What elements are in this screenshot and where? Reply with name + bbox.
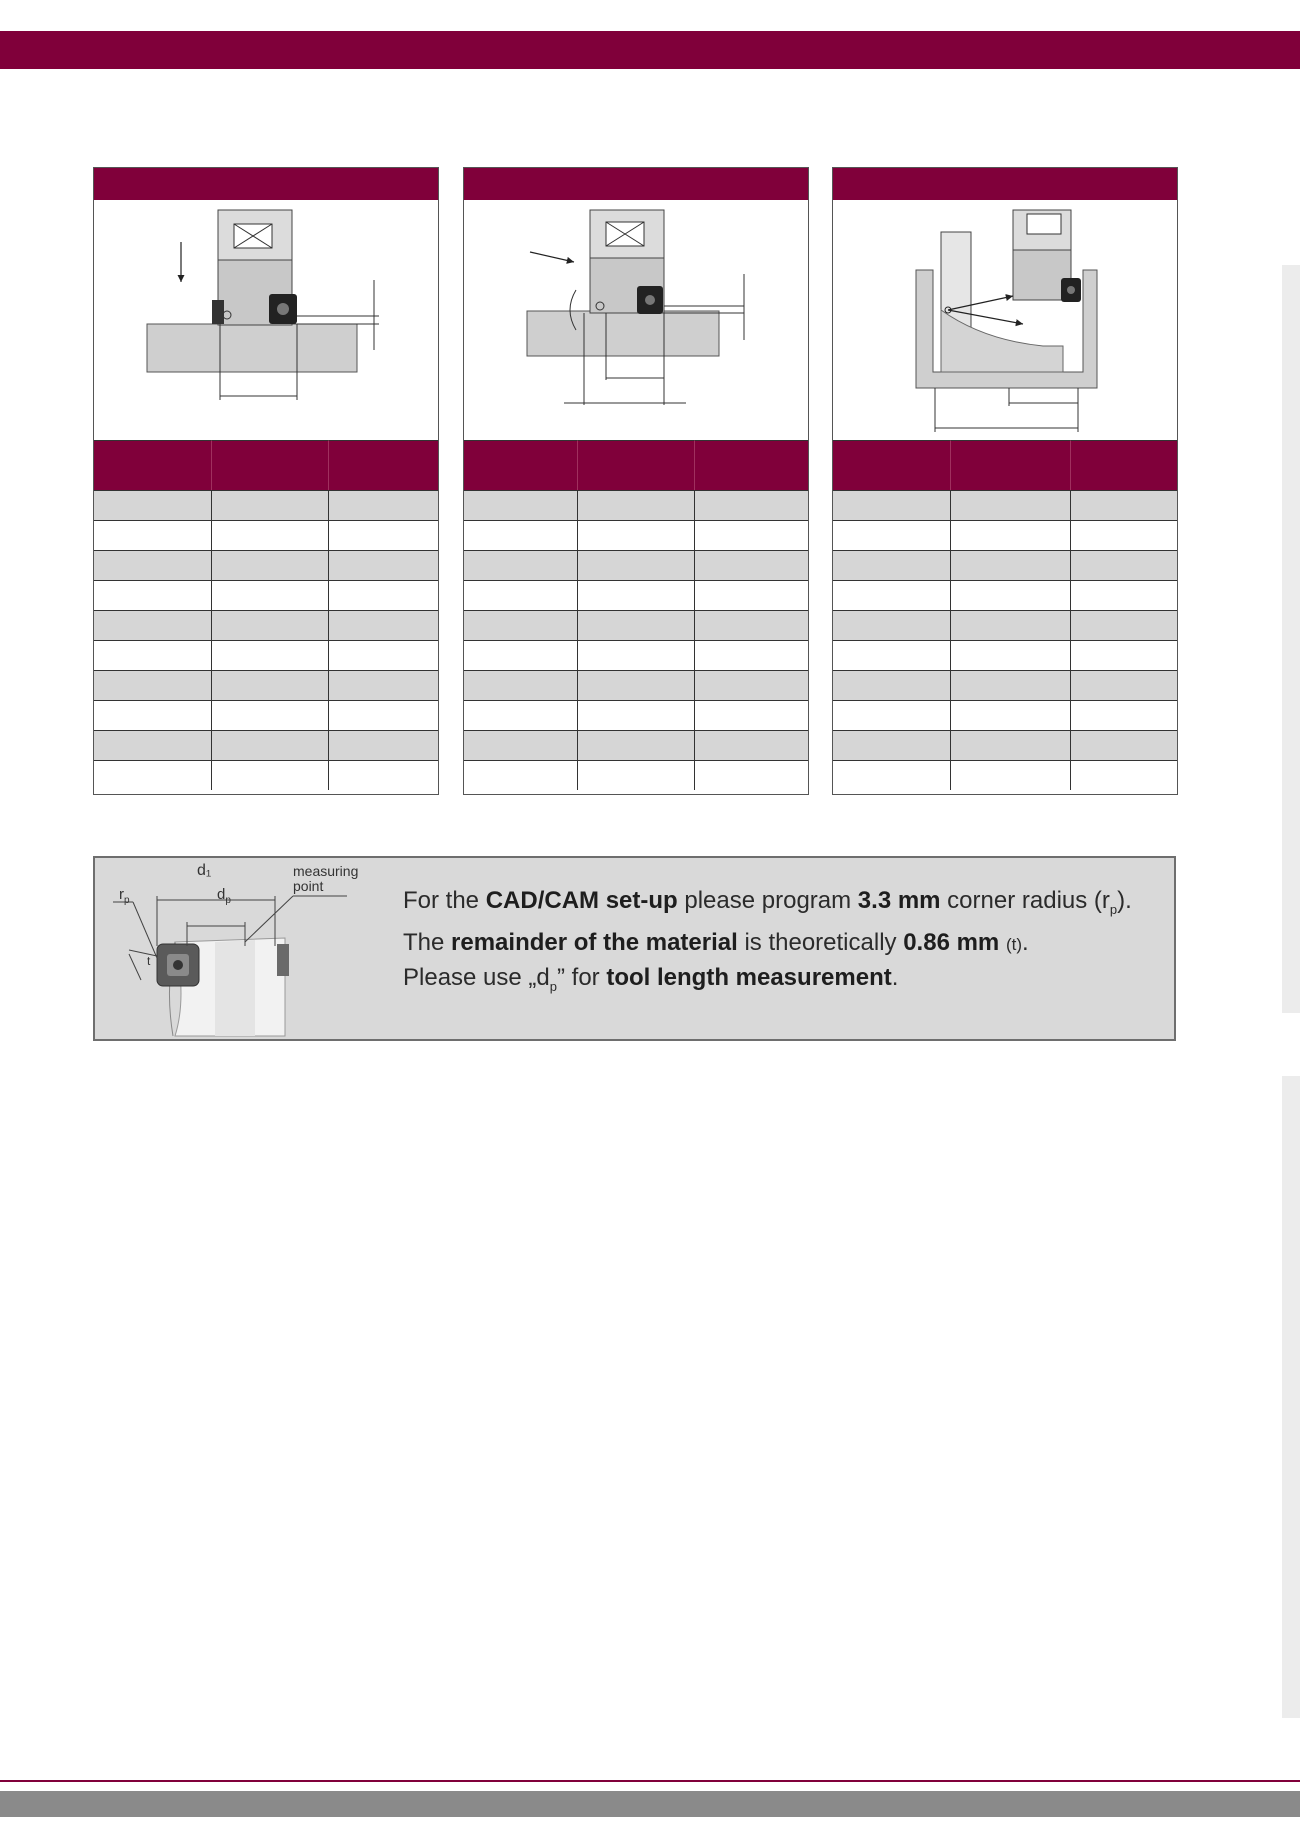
d1-label: d₁ [197, 862, 212, 879]
measuring-point-line1: measuring [293, 863, 359, 879]
side-tab-lower [1282, 1076, 1300, 1718]
panel-ramping [463, 167, 809, 795]
text: . [1021, 928, 1029, 956]
subscript: p [549, 978, 557, 994]
diagram-ramping [464, 200, 808, 440]
bold-text: tool length measurement [606, 963, 892, 991]
cad-cam-note [93, 856, 1176, 1041]
text: corner radius (r [940, 887, 1110, 914]
table-ramping [464, 440, 808, 790]
rp-label-main: r [119, 886, 124, 903]
dp-label-main: d [217, 886, 226, 903]
text: ” for [557, 963, 607, 991]
panel-circular [832, 167, 1178, 795]
header-band [0, 31, 1300, 69]
text: The [403, 928, 452, 956]
panel-header [833, 168, 1177, 200]
note-text [403, 884, 1143, 1003]
diagram-plunging [94, 200, 438, 440]
rp-label-sub: p [124, 895, 130, 906]
dp-label [217, 886, 231, 906]
diagram-circular [833, 200, 1177, 440]
bold-text: CAD/CAM set-up [485, 887, 678, 914]
table-circular [833, 440, 1177, 790]
bold-text: 0.86 mm [903, 928, 1000, 956]
bold-text: remainder of the material [451, 928, 738, 956]
note-line-1 [403, 884, 1143, 926]
circular-diagram-svg [833, 200, 1177, 440]
measuring-point-label [293, 864, 358, 894]
footer-band [0, 1791, 1300, 1817]
footer-rule [0, 1780, 1300, 1782]
text: For the [403, 887, 486, 914]
text: please program [677, 887, 858, 914]
text: is theoretically [737, 928, 904, 956]
note-line-3 [403, 961, 1143, 1003]
panel-plunging [93, 167, 439, 795]
measuring-point-line2: point [293, 878, 324, 894]
ramping-diagram-svg [464, 200, 808, 440]
side-tab-upper [1282, 265, 1300, 1013]
panel-header [94, 168, 438, 200]
text: Please use „d [403, 963, 550, 991]
t-label: t [147, 954, 151, 968]
plunging-diagram-svg [94, 200, 438, 440]
text: ). [1117, 887, 1132, 914]
note-line-2 [403, 926, 1143, 961]
text: . [891, 963, 899, 991]
bold-text: 3.3 mm [857, 887, 941, 914]
subscript: p [1109, 901, 1118, 917]
panel-header [464, 168, 808, 200]
dp-label-sub: p [225, 895, 231, 906]
rp-label [119, 886, 130, 906]
small-text: (t) [1005, 934, 1022, 954]
table-plunging [94, 440, 438, 790]
